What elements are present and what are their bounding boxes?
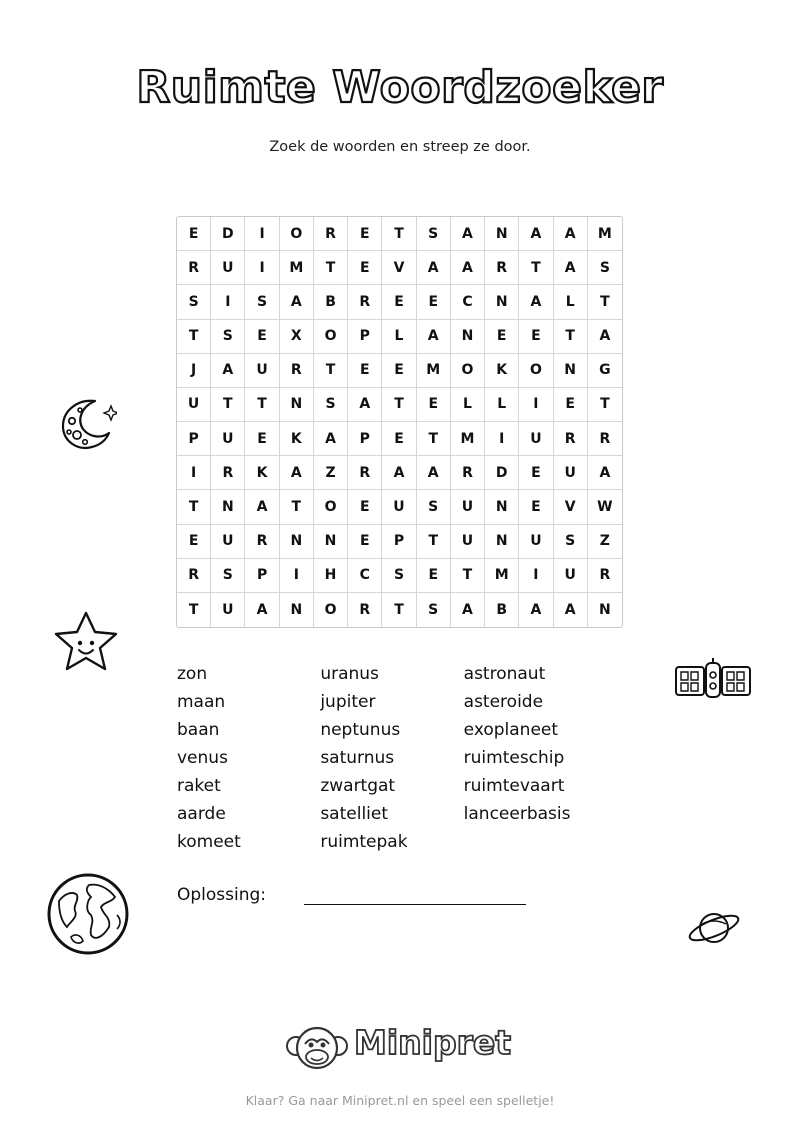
grid-cell[interactable]: X	[280, 320, 314, 354]
minipret-logo	[284, 1020, 524, 1076]
grid-cell[interactable]: T	[417, 525, 451, 559]
grid-cell[interactable]: B	[485, 593, 519, 627]
word-item[interactable]: venus	[177, 748, 228, 768]
grid-cell[interactable]: N	[485, 525, 519, 559]
grid-cell[interactable]: S	[382, 559, 416, 593]
grid-cell[interactable]: A	[382, 456, 416, 490]
grid-cell[interactable]: E	[348, 354, 382, 388]
grid-cell[interactable]: T	[588, 285, 622, 319]
grid-cell[interactable]: A	[417, 456, 451, 490]
grid-cell[interactable]: E	[417, 559, 451, 593]
grid-cell[interactable]: A	[280, 456, 314, 490]
grid-cell[interactable]: U	[211, 593, 245, 627]
grid-cell[interactable]: I	[519, 388, 553, 422]
page-title: Ruimte Woordzoeker	[136, 62, 664, 113]
grid-cell[interactable]: A	[519, 217, 553, 251]
grid-cell[interactable]: K	[245, 456, 279, 490]
grid-cell[interactable]: A	[588, 456, 622, 490]
grid-cell[interactable]: E	[177, 217, 211, 251]
satellite-icon	[673, 655, 753, 703]
grid-cell[interactable]: S	[588, 251, 622, 285]
grid-cell[interactable]: R	[348, 285, 382, 319]
grid-cell[interactable]: E	[245, 320, 279, 354]
grid-cell[interactable]: N	[485, 285, 519, 319]
grid-cell[interactable]: O	[280, 217, 314, 251]
grid-cell[interactable]: E	[417, 388, 451, 422]
grid-cell[interactable]: H	[314, 559, 348, 593]
grid-cell[interactable]: D	[211, 217, 245, 251]
saturn-planet-icon	[686, 904, 742, 952]
grid-cell[interactable]: E	[245, 422, 279, 456]
grid-cell[interactable]: A	[417, 251, 451, 285]
grid-cell[interactable]: T	[177, 490, 211, 524]
grid-cell[interactable]: U	[211, 525, 245, 559]
grid-cell[interactable]: M	[451, 422, 485, 456]
grid-cell[interactable]: N	[451, 320, 485, 354]
grid-cell[interactable]: K	[280, 422, 314, 456]
grid-cell[interactable]: A	[519, 285, 553, 319]
grid-cell[interactable]: E	[554, 388, 588, 422]
word-item[interactable]: zon	[177, 664, 208, 684]
grid-cell[interactable]: J	[177, 354, 211, 388]
grid-cell[interactable]: P	[348, 320, 382, 354]
word-item[interactable]: ruimteschip	[463, 748, 565, 768]
grid-cell[interactable]: T	[554, 320, 588, 354]
grid-cell[interactable]: A	[417, 320, 451, 354]
grid-cell[interactable]: T	[588, 388, 622, 422]
grid-cell[interactable]: C	[348, 559, 382, 593]
grid-cell[interactable]: R	[588, 559, 622, 593]
grid-cell[interactable]: M	[485, 559, 519, 593]
grid-cell[interactable]: U	[519, 422, 553, 456]
grid-cell[interactable]: T	[382, 388, 416, 422]
grid-cell[interactable]: L	[451, 388, 485, 422]
grid-cell[interactable]: A	[280, 285, 314, 319]
grid-cell[interactable]: U	[451, 490, 485, 524]
grid-cell[interactable]: Z	[588, 525, 622, 559]
grid-cell[interactable]: P	[382, 525, 416, 559]
grid-cell[interactable]: S	[211, 320, 245, 354]
grid-cell[interactable]: E	[348, 251, 382, 285]
grid-cell[interactable]: T	[211, 388, 245, 422]
grid-cell[interactable]: N	[211, 490, 245, 524]
grid-cell[interactable]: A	[554, 251, 588, 285]
grid-cell[interactable]: R	[348, 593, 382, 627]
grid-cell[interactable]: A	[451, 251, 485, 285]
grid-cell[interactable]: R	[280, 354, 314, 388]
grid-cell[interactable]: A	[554, 217, 588, 251]
grid-cell[interactable]: R	[554, 422, 588, 456]
word-item[interactable]: maan	[177, 692, 226, 712]
grid-cell[interactable]: T	[382, 217, 416, 251]
word-search-grid	[176, 216, 623, 628]
grid-cell[interactable]: P	[245, 559, 279, 593]
grid-cell[interactable]: U	[451, 525, 485, 559]
grid-cell[interactable]: C	[451, 285, 485, 319]
grid-cell[interactable]: K	[485, 354, 519, 388]
word-item[interactable]: satelliet	[320, 804, 389, 824]
grid-cell[interactable]: V	[382, 251, 416, 285]
star-icon	[50, 608, 122, 676]
grid-cell[interactable]: I	[245, 251, 279, 285]
grid-cell[interactable]: G	[588, 354, 622, 388]
grid-cell[interactable]: S	[417, 217, 451, 251]
grid-cell[interactable]: L	[554, 285, 588, 319]
word-item[interactable]: lanceerbasis	[463, 804, 571, 824]
grid-cell[interactable]: R	[485, 251, 519, 285]
grid-cell[interactable]: N	[554, 354, 588, 388]
logo-text: Minipret	[354, 1023, 512, 1062]
grid-cell[interactable]: T	[314, 251, 348, 285]
grid-cell[interactable]: V	[554, 490, 588, 524]
grid-cell[interactable]: S	[554, 525, 588, 559]
grid-cell[interactable]: M	[417, 354, 451, 388]
grid-cell[interactable]: O	[314, 320, 348, 354]
grid-cell[interactable]: E	[382, 422, 416, 456]
word-column	[464, 662, 607, 858]
footer-text: Klaar? Ga naar Minipret.nl en speel een spelletje!	[245, 1093, 555, 1108]
solution-line[interactable]	[304, 904, 526, 905]
grid-cell[interactable]: W	[588, 490, 622, 524]
page-subtitle: Zoek de woorden en streep ze door.	[269, 139, 531, 155]
grid-cell[interactable]: T	[382, 593, 416, 627]
grid-cell[interactable]: R	[348, 456, 382, 490]
grid-cell[interactable]: M	[588, 217, 622, 251]
grid-cell[interactable]: M	[280, 251, 314, 285]
grid-cell[interactable]: U	[519, 525, 553, 559]
word-item[interactable]: komeet	[177, 832, 241, 852]
grid-cell[interactable]: S	[417, 593, 451, 627]
grid-cell[interactable]: S	[417, 490, 451, 524]
grid-cell[interactable]: A	[211, 354, 245, 388]
word-item[interactable]: saturnus	[320, 748, 395, 768]
grid-cell[interactable]: O	[519, 354, 553, 388]
word-item[interactable]: uranus	[320, 664, 379, 684]
grid-cell[interactable]: R	[211, 456, 245, 490]
grid-cell[interactable]: T	[280, 490, 314, 524]
grid-cell[interactable]: E	[348, 490, 382, 524]
solution-label: Oplossing:	[177, 885, 267, 905]
grid-cell[interactable]: S	[211, 559, 245, 593]
grid-cell[interactable]: E	[348, 217, 382, 251]
word-item[interactable]: astronaut	[463, 664, 546, 684]
grid-cell[interactable]: I	[245, 217, 279, 251]
grid-cell[interactable]: E	[519, 320, 553, 354]
grid-cell[interactable]: U	[245, 354, 279, 388]
grid-cell[interactable]: R	[245, 525, 279, 559]
word-item[interactable]: baan	[177, 720, 220, 740]
grid-cell[interactable]: U	[382, 490, 416, 524]
grid-cell[interactable]: N	[485, 217, 519, 251]
word-item[interactable]: aarde	[177, 804, 226, 824]
grid-cell[interactable]: I	[211, 285, 245, 319]
grid-cell[interactable]: A	[245, 593, 279, 627]
grid-cell[interactable]: N	[314, 525, 348, 559]
grid-cell[interactable]: A	[554, 593, 588, 627]
grid-cell[interactable]: U	[554, 559, 588, 593]
grid-cell[interactable]: O	[451, 354, 485, 388]
grid-cell[interactable]: A	[314, 422, 348, 456]
grid-cell[interactable]: I	[280, 559, 314, 593]
grid-cell[interactable]: S	[314, 388, 348, 422]
grid-cell[interactable]: T	[417, 422, 451, 456]
grid-cell[interactable]: E	[382, 285, 416, 319]
grid-cell[interactable]: S	[177, 285, 211, 319]
grid-cell[interactable]: L	[382, 320, 416, 354]
word-column	[177, 662, 320, 858]
grid-cell[interactable]: S	[245, 285, 279, 319]
grid-cell[interactable]: A	[348, 388, 382, 422]
word-item[interactable]: jupiter	[320, 692, 376, 712]
grid-cell[interactable]: N	[485, 490, 519, 524]
grid-cell[interactable]: E	[485, 320, 519, 354]
grid-cell[interactable]: A	[519, 593, 553, 627]
grid-cell[interactable]: A	[451, 217, 485, 251]
earth-globe-icon	[45, 871, 131, 957]
grid-cell[interactable]: O	[314, 593, 348, 627]
moon-icon	[55, 395, 117, 455]
grid-cell[interactable]: E	[519, 456, 553, 490]
grid-cell[interactable]: P	[348, 422, 382, 456]
grid-cell[interactable]: I	[177, 456, 211, 490]
grid-cell[interactable]: Z	[314, 456, 348, 490]
grid-cell[interactable]: E	[519, 490, 553, 524]
grid-cell[interactable]: N	[280, 525, 314, 559]
grid-cell[interactable]: U	[177, 388, 211, 422]
grid-cell[interactable]: T	[451, 559, 485, 593]
grid-cell[interactable]: I	[485, 422, 519, 456]
word-item[interactable]: zwartgat	[320, 776, 396, 796]
grid-cell[interactable]: O	[314, 490, 348, 524]
grid-cell[interactable]: P	[177, 422, 211, 456]
grid-cell[interactable]: R	[177, 251, 211, 285]
grid-cell[interactable]: E	[382, 354, 416, 388]
monkey-logo-icon	[284, 1020, 350, 1076]
grid-cell[interactable]: T	[245, 388, 279, 422]
word-column	[320, 662, 463, 858]
word-item[interactable]: ruimtevaart	[463, 776, 565, 796]
grid-cell[interactable]: T	[519, 251, 553, 285]
word-item[interactable]: asteroide	[463, 692, 544, 712]
grid-cell[interactable]: L	[485, 388, 519, 422]
grid-cell[interactable]: R	[314, 217, 348, 251]
word-item[interactable]: raket	[177, 776, 221, 796]
grid-cell[interactable]: T	[177, 320, 211, 354]
grid-cell[interactable]: A	[588, 320, 622, 354]
grid-cell[interactable]: I	[519, 559, 553, 593]
grid-cell[interactable]: A	[451, 593, 485, 627]
grid-cell[interactable]: E	[177, 525, 211, 559]
word-item[interactable]: ruimtepak	[320, 832, 408, 852]
grid-cell[interactable]: N	[280, 593, 314, 627]
word-item[interactable]: neptunus	[320, 720, 401, 740]
grid-cell[interactable]: U	[211, 422, 245, 456]
word-item[interactable]: exoplaneet	[463, 720, 559, 740]
grid-cell[interactable]: N	[280, 388, 314, 422]
grid-cell[interactable]: T	[314, 354, 348, 388]
grid-cell[interactable]: E	[348, 525, 382, 559]
grid-cell[interactable]: T	[177, 593, 211, 627]
grid-cell[interactable]: B	[314, 285, 348, 319]
word-list	[177, 662, 607, 858]
grid-cell[interactable]: D	[485, 456, 519, 490]
grid-cell[interactable]: U	[554, 456, 588, 490]
grid-cell[interactable]: R	[177, 559, 211, 593]
grid-cell[interactable]: R	[588, 422, 622, 456]
grid-cell[interactable]: A	[245, 490, 279, 524]
grid-cell[interactable]: E	[417, 285, 451, 319]
grid-cell[interactable]: R	[451, 456, 485, 490]
grid-cell[interactable]: N	[599, 601, 611, 618]
grid-cell[interactable]: U	[211, 251, 245, 285]
